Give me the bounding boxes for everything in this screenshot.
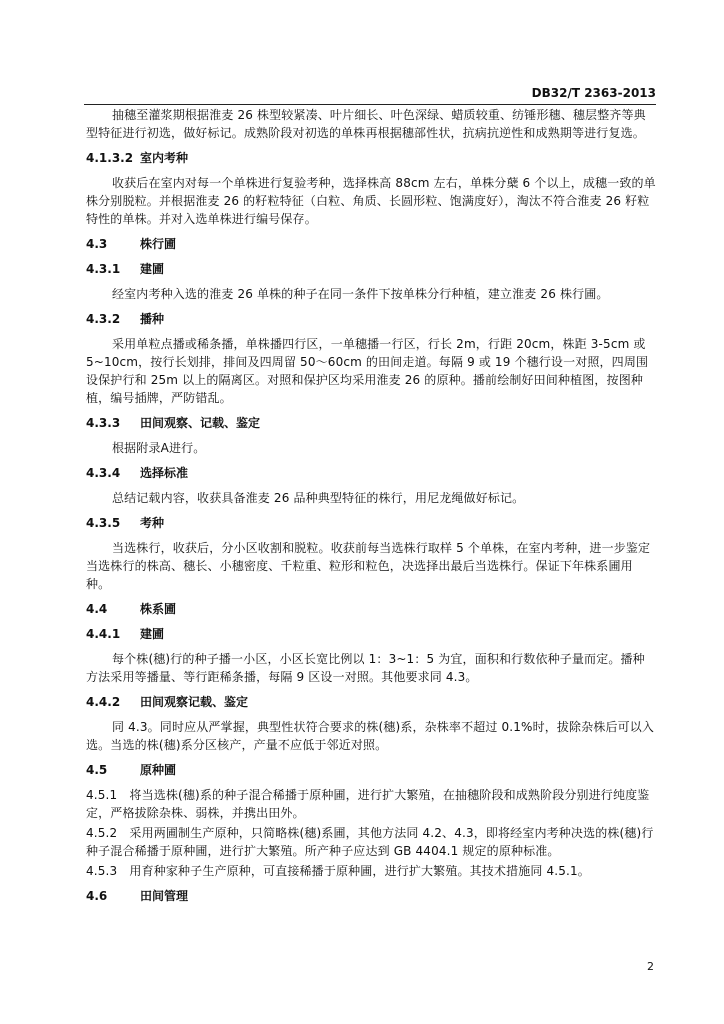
section-heading <box>86 464 656 482</box>
document-code: DB32/T 2363-2013 <box>531 86 656 100</box>
paragraph: 收获后在室内对每一个单株进行复验考种，选择株高 88cm 左右，单株分蘖 6 个以上，成穗一致的单株分别脱粒。并根据淮麦 26 的籽粒特征（白粒、角质、长圆形粒、饱满度好），淘汰不符合淮麦 26 籽粒特性的单株。并对入选单株进行编号保存。 <box>86 176 656 226</box>
clause-item: 4.5.3 用育种家种子生产原种，可直接稀播于原种圃，进行扩大繁殖。其技术措施同 4.5.1。 <box>86 864 590 878</box>
section-title: 田间管理 <box>140 889 189 903</box>
section-heading <box>86 260 656 278</box>
section-title: 株行圃 <box>140 237 177 251</box>
section-title: 考种 <box>140 516 165 530</box>
section-number: 4.3 <box>86 237 108 251</box>
paragraph: 同 4.3。同时应从严掌握，典型性状符合要求的株(穗)系，杂株率不超过 0.1%时，拔除杂株后可以入选。当选的株(穗)系分区核产，产量不应低于邻近对照。 <box>86 720 655 752</box>
section-title: 田间观察、记载、鉴定 <box>140 416 261 430</box>
section-number: 4.4.2 <box>86 695 121 709</box>
document-body <box>86 106 656 912</box>
section-number: 4.4 <box>86 602 108 616</box>
section-number: 4.4.1 <box>86 627 121 641</box>
header-rule <box>84 104 656 105</box>
section-title: 播种 <box>140 312 165 326</box>
section-heading <box>86 310 656 328</box>
section-title: 建圃 <box>140 627 165 641</box>
section-title: 株系圃 <box>140 602 177 616</box>
section-number: 4.3.5 <box>86 516 121 530</box>
section-heading <box>86 693 656 711</box>
paragraph: 采用单粒点播或稀条播，单株播四行区，一单穗播一行区，行长 2m，行距 20cm，株距 3-5cm 或 5~10cm，按行长划排，排间及四周留 50～60cm 的田间走道。每隔 9 或 19 个穗行设一对照，四周围设保护行和 25m 以上的隔离区。对照和保护区均采用淮麦 26 的原种。播前绘制好田间种植图，按图种植，编号插牌，严防错乱。 <box>86 337 649 405</box>
paragraph: 当选株行，收获后，分小区收割和脱粒。收获前每当选株行取样 5 个单株，在室内考种，进一步鉴定当选株行的株高、穗长、小穗密度、千粒重、粒形和粒色，决选择出最后当选株行。保证下年株系圃用种。 <box>86 541 651 591</box>
section-heading <box>86 149 656 167</box>
section-heading <box>86 514 656 532</box>
section-number: 4.6 <box>86 889 108 903</box>
section-heading <box>86 625 656 643</box>
paragraph: 抽穗至灌浆期根据淮麦 26 株型较紧凑、叶片细长、叶色深绿、蜡质较重、纺锤形穗、穗层整齐等典型特征进行初选，做好标记。成熟阶段对初选的单株再根据穗部性状，抗病抗逆性和成熟期等进行复选。 <box>86 108 646 140</box>
clause-item: 4.5.2 采用两圃制生产原种，只简略株(穗)系圃，其他方法同 4.2、4.3，即将经室内考种决选的株(穗)行种子混合稀播于原种圃，进行扩大繁殖。所产种子应达到 GB 4404.1 规定的原种标准。 <box>86 826 654 858</box>
paragraph: 经室内考种入选的淮麦 26 单株的种子在同一条件下按单株分行种植，建立淮麦 26 株行圃。 <box>112 287 609 301</box>
section-number: 4.3.3 <box>86 416 121 430</box>
section-heading <box>86 887 656 905</box>
section-title: 原种圃 <box>140 763 177 777</box>
section-number: 4.1.3.2 <box>86 151 134 165</box>
section-title: 室内考种 <box>140 151 189 165</box>
section-title: 建圃 <box>140 262 165 276</box>
section-heading <box>86 600 656 618</box>
paragraph: 根据附录A进行。 <box>112 441 206 455</box>
section-heading <box>86 761 656 779</box>
section-heading <box>86 235 656 253</box>
section-number: 4.3.1 <box>86 262 121 276</box>
section-number: 4.5 <box>86 763 108 777</box>
paragraph: 每个株(穗)行的种子播一小区，小区长宽比例以 1：3~1：5 为宜，面积和行数依种子量而定。播种方法采用等播量、等行距稀条播，每隔 9 区设一对照。其他要求同 4.3。 <box>86 652 645 684</box>
section-title: 选择标准 <box>140 466 189 480</box>
section-heading <box>86 414 656 432</box>
paragraph: 总结记载内容，收获具备淮麦 26 品种典型特征的株行，用尼龙绳做好标记。 <box>112 491 525 505</box>
section-number: 4.3.2 <box>86 312 121 326</box>
section-title: 田间观察记载、鉴定 <box>140 695 249 709</box>
page-number: 2 <box>647 960 654 973</box>
clause-item: 4.5.1 将当选株(穗)系的种子混合稀播于原种圃，进行扩大繁殖，在抽穗阶段和成熟阶段分别进行纯度鉴定，严格拔除杂株、弱株，并携出田外。 <box>86 788 650 820</box>
section-number: 4.3.4 <box>86 466 121 480</box>
